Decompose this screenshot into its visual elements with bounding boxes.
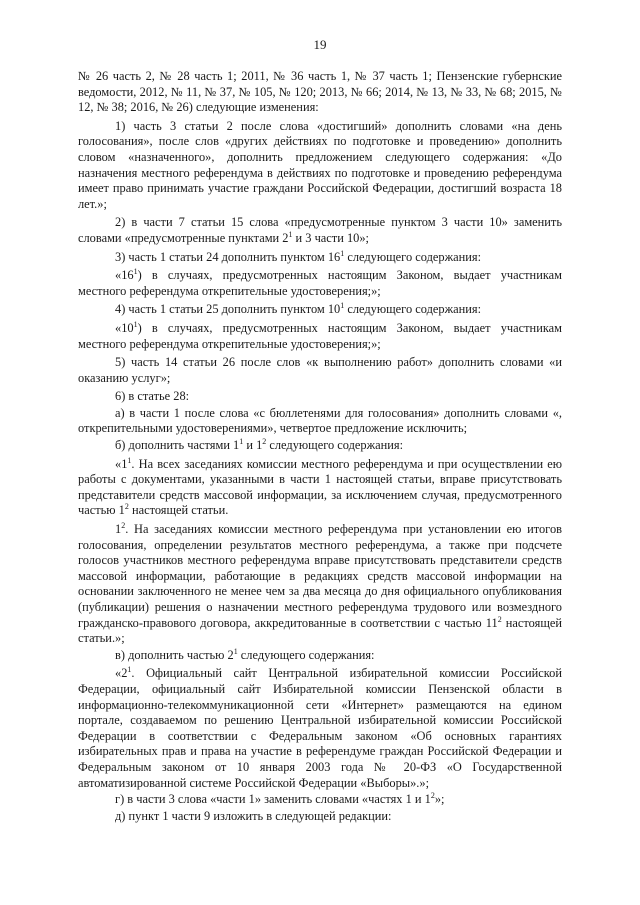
text: в) дополнить частью 2 <box>115 647 234 662</box>
superscript: 1 <box>233 646 238 656</box>
text: следующего содержания: <box>266 438 404 453</box>
paragraph-sub-g <box>78 792 562 808</box>
superscript: 1 <box>133 319 138 329</box>
text: «1 <box>115 456 128 471</box>
paragraph-intro <box>78 69 562 116</box>
text: д) пункт 1 части 9 изложить в следующей редакции: <box>115 808 392 823</box>
text: следующего содержания: <box>344 249 482 264</box>
text: 2) в части 7 статьи 15 слова «предусмотренные пунктом 3 части 10» заменить словами «предусмотренные пунктами 2 <box>78 215 562 245</box>
superscript: 1 <box>340 248 345 258</box>
text: б) дополнить частями 1 <box>115 438 240 453</box>
text: 3) часть 1 статьи 24 дополнить пунктом 16 <box>115 249 341 264</box>
text: «16 <box>115 268 134 283</box>
text: 6) в статье 28: <box>115 389 190 404</box>
paragraph-item-4 <box>78 302 562 318</box>
paragraph-sub-a <box>78 406 562 437</box>
text: »; <box>434 792 445 807</box>
paragraph-part-1-2 <box>78 522 562 647</box>
text: ) в случаях, предусмотренных настоящим Законом, выдает участникам местного референдума открепительные удостоверения;»; <box>78 268 562 298</box>
text: настоящей статьи. <box>128 503 229 518</box>
text: . На заседаниях комиссии местного референдума при установлении ею итогов голосования, определении результатов местного референдума, а также при подсчете голосов участников местного референдума вправе присутствовать представители средств массовой информации, работающие в редакциях средств массовой информации на основании заключенного не менее чем за два месяца до дня официального опубликования (публикации) решения о назначении местного референдума трудового или возмездного гражданско-правового договора, аккредитованные в соответствии с частью 11 <box>78 522 562 630</box>
paragraph-sub-v <box>78 648 562 664</box>
paragraph-item-5 <box>78 355 562 386</box>
text: настоящей статьи.»; <box>78 615 562 646</box>
superscript: 1 <box>288 229 293 239</box>
superscript: 2 <box>121 521 126 531</box>
superscript: 2 <box>497 614 502 624</box>
text: 1) часть 3 статьи 2 после слова «достигший» дополнить словами «на день голосования», после слов «других действиях по подготовке и проведению» дополнить словом «назначенного», дополнить предложением следующего содержания: «До назначения местного референдума в действиях по подготовке и проведению референдума имеет право принимать участие граждани Российской Федерации, достигший возраста 18 лет.»; <box>78 118 562 211</box>
paragraph-item-3 <box>78 250 562 266</box>
paragraph-sub-d <box>78 809 562 825</box>
page-number: 19 <box>313 37 327 52</box>
text: «10 <box>115 320 134 335</box>
superscript: 2 <box>124 502 129 512</box>
text: следующего содержания: <box>344 302 482 317</box>
text: следующего содержания: <box>237 647 375 662</box>
superscript: 1 <box>133 267 138 277</box>
superscript: 1 <box>340 301 345 311</box>
superscript: 2 <box>262 437 267 447</box>
text: ) в случаях, предусмотренных настоящим Законом, выдает участникам местного референдума открепительные удостоверения;»; <box>78 320 562 351</box>
text: . На всех заседаниях комиссии местного референдума и при осуществлении ею работы с документами, указанными в части 1 настоящей статьи, вправе присутствовать представители средств массовой информации, за исключением случая, предусмотренного частью 1 <box>78 456 562 518</box>
paragraph-item-6 <box>78 389 562 405</box>
text: 1 <box>115 522 122 537</box>
superscript: 2 <box>430 791 435 801</box>
text: . Официальный сайт Центральной избирательной комиссии Российской Федерации, официальный сайт Избирательной комиссии Пензенской области в информационно-телекоммуникационной сети «Интернет» размещаются на едином портале, создаваемом по решению Центральной избирательной комиссии Российской Федерации в соответствии с Федеральным законом «Об основных гарантиях избирательных прав и права на участие в референдуме граждан Российской Федерации и Федеральным законом от 10 января 2003 года № 20-ФЗ «О Государственной автоматизированной системе Российской Федерации «Выборы».»; <box>78 666 562 790</box>
paragraph-part-1-1 <box>78 457 562 519</box>
paragraph-item-2 <box>78 215 562 246</box>
text: 5) часть 14 статьи 26 после слов «к выполнению работ» дополнить словами «и оказанию услуг»; <box>78 355 562 385</box>
text: и 1 <box>243 438 263 453</box>
text: 4) часть 1 статьи 25 дополнить пунктом 10 <box>115 302 341 317</box>
text: № 26 часть 2, № 28 часть 1; 2011, № 36 часть 1, № 37 часть 1; Пензенские губернские ведомости, 2012, № 11, № 37, № 105, № 120; 2013, № 66; 2014, № 13, № 33, № 68; 2015, № 12, № 38; 2016, № 26) следующие изменения: <box>78 69 562 115</box>
text: г) в части 3 слова «части 1» заменить словами «частях 1 и 1 <box>115 792 431 807</box>
document-body <box>78 69 562 824</box>
paragraph-item-1 <box>78 119 562 213</box>
superscript: 1 <box>127 665 132 675</box>
paragraph-sub-b <box>78 438 562 454</box>
text: «2 <box>115 666 128 681</box>
text: а) в части 1 после слова «с бюллетенями для голосования» дополнить словами «, открепительными удостоверениями», четвертое предложение исключить; <box>78 405 562 436</box>
superscript: 1 <box>127 455 132 465</box>
paragraph-part-2-1 <box>78 666 562 791</box>
paragraph-quote-10-1 <box>78 321 562 352</box>
superscript: 1 <box>239 437 244 447</box>
paragraph-quote-16-1 <box>78 268 562 299</box>
text: и 3 части 10»; <box>292 230 369 245</box>
